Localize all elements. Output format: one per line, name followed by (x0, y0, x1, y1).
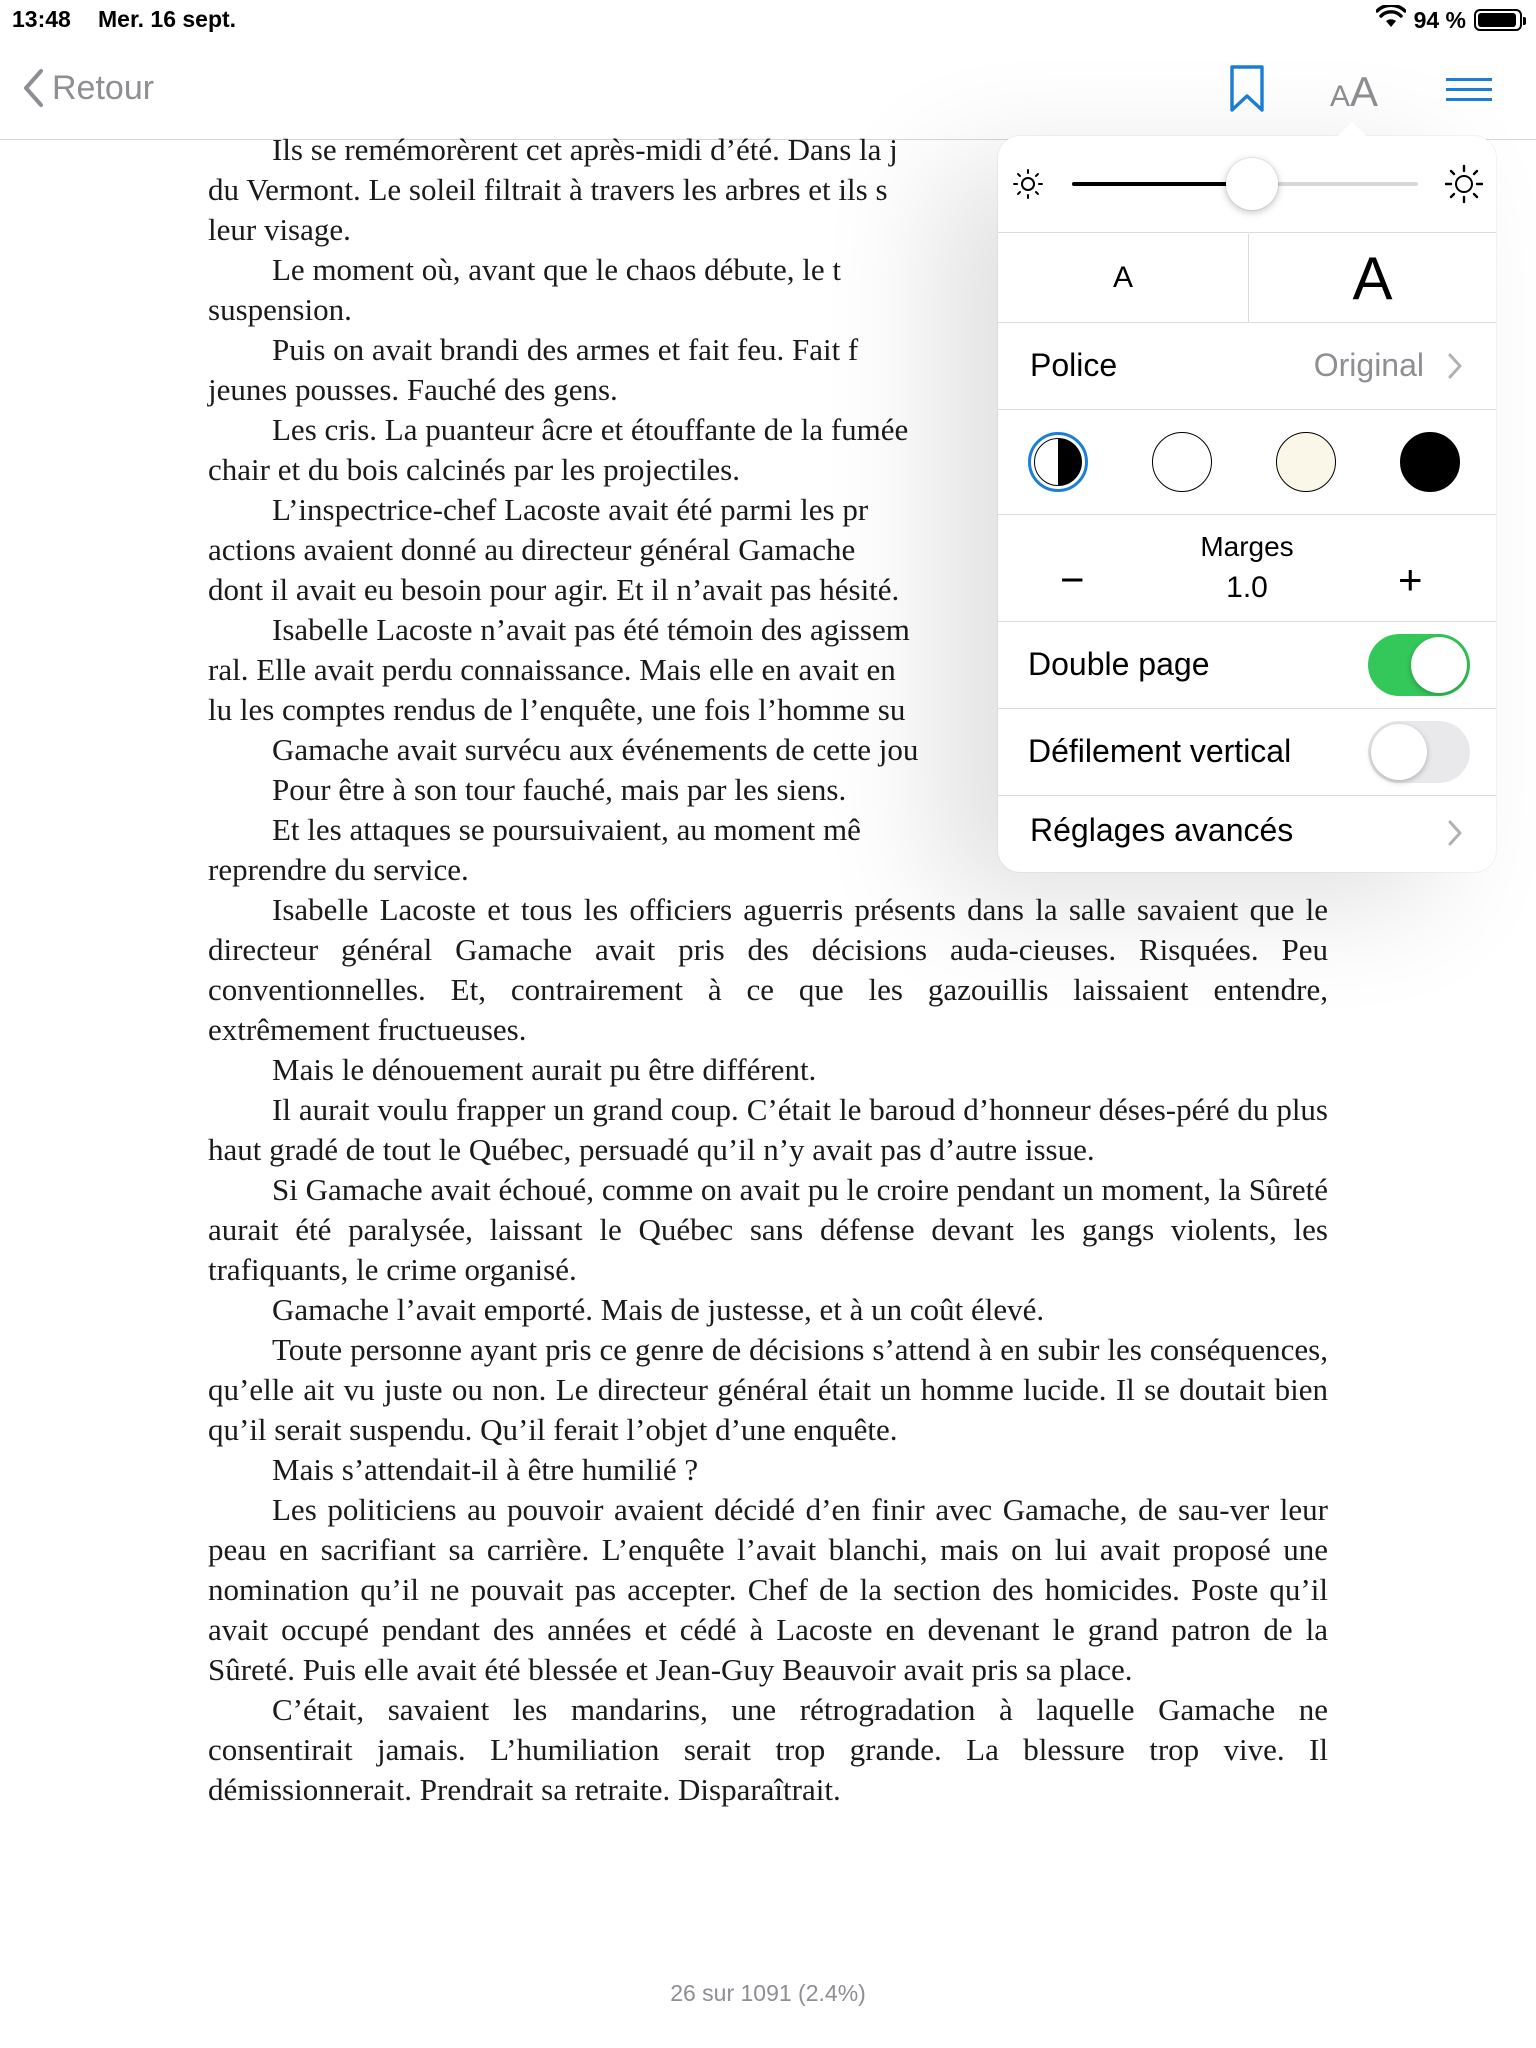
font-size-row (998, 234, 1496, 322)
white-theme-swatch[interactable] (1152, 432, 1212, 492)
status-right (1376, 4, 1522, 36)
text-paragraph: Mais s’attendait-il à être humilié ? (272, 1452, 699, 1487)
text-paragraph: Mais le dénouement aurait pu être différent. (272, 1052, 817, 1087)
brightness-slider[interactable] (1072, 182, 1418, 186)
brightness-slider-thumb[interactable] (1226, 158, 1278, 210)
chevron-right-icon (1448, 820, 1462, 851)
auto-theme-swatch[interactable] (1028, 432, 1088, 492)
font-value: Original (1313, 347, 1424, 383)
black-theme-swatch[interactable] (1400, 432, 1460, 492)
menu-icon[interactable] (1446, 78, 1492, 107)
double-page-toggle[interactable] (1368, 634, 1470, 696)
battery-percent: 94 % (1413, 6, 1466, 33)
text-paragraph: dont il avait eu besoin pour agir. Et il n’avait pas hésité. (208, 572, 900, 607)
text-paragraph: Pour être à son tour fauché, mais par les siens. (272, 772, 847, 807)
text-paragraph: Gamache avait survécu aux événements de cette jou (272, 732, 919, 767)
text-paragraph: C’était, savaient les mandarins, une rétrogradation à laquelle Gamache ne consentirait jamais. L’humiliation serait trop grande. La blessure trop vive. Il démissionnerait. Prendrait sa retraite. Disparaîtrait. (208, 1692, 1328, 1807)
page-progress: 26 sur 1091 (2.4%) (670, 1980, 866, 2006)
text-paragraph: Toute personne ayant pris ce genre de décisions s’attend à en subir les conséquences, qu’elle ait vu juste ou non. Le directeur général était un homme lucide. Il se doutait bien qu’il serait suspendu. Qu’il ferait l’objet d’une enquête. (208, 1332, 1328, 1447)
vertical-scroll-toggle[interactable] (1368, 721, 1470, 783)
reading-settings-popover (998, 136, 1496, 872)
text-paragraph: Le moment où, avant que le chaos débute, le t (272, 252, 842, 287)
text-paragraph: ral. Elle avait perdu connaissance. Mais elle en avait en (208, 652, 896, 687)
svg-text:A: A (1330, 80, 1351, 112)
text-paragraph: Isabelle Lacoste n’avait pas été témoin des agissem (272, 612, 910, 647)
text-paragraph: chair et du bois calcinés par les projectiles. (208, 452, 740, 487)
margins-value: 1.0 (1226, 571, 1268, 604)
increase-margins-button[interactable]: + (1398, 556, 1423, 603)
status-bar (0, 0, 1536, 40)
margins-row (998, 515, 1496, 621)
advanced-settings-label: Réglages avancés (1030, 812, 1294, 848)
vertical-scroll-label: Défilement vertical (1028, 733, 1292, 769)
svg-text:A: A (1350, 68, 1379, 112)
status-date: Mer. 16 sept. (98, 6, 237, 32)
text-paragraph: Ils se remémorèrent cet après-midi d’été. Dans la j (272, 132, 898, 167)
brightness-low-icon (1012, 168, 1044, 205)
text-paragraph: lu les comptes rendus de l’enquête, une fois l’homme su (208, 692, 906, 727)
battery-fill (1478, 13, 1516, 27)
chevron-left-icon (22, 68, 44, 108)
text-paragraph: Il aurait voulu frapper un grand coup. C’était le baroud d’honneur déses-péré du plus haut gradé de tout le Québec, persuadé qu’il n’y avait pas d’autre issue. (208, 1092, 1328, 1167)
text-paragraph: jeunes pousses. Fauché des gens. (208, 372, 618, 407)
brightness-slider-fill (1072, 182, 1252, 186)
decrease-font-button[interactable]: A (1112, 261, 1133, 294)
back-label: Retour (52, 68, 155, 107)
wifi-icon (1376, 5, 1406, 35)
text-paragraph: Isabelle Lacoste et tous les officiers aguerris présents dans la salle savaient que le directeur général Gamache avait pris des décisions auda-cieuses. Risquées. Peu conventionnelles. Et, contrairement à ce que les gazouillis laissaient entendre, extrêmement fructueuses. (208, 892, 1328, 1047)
margins-label: Marges (1200, 531, 1294, 562)
vertical-scroll-row (998, 709, 1496, 795)
sepia-theme-swatch[interactable] (1276, 432, 1336, 492)
double-page-row (998, 622, 1496, 708)
brightness-high-icon (1444, 164, 1484, 209)
toggle-knob (1411, 637, 1467, 693)
text-size-icon[interactable] (1328, 66, 1384, 117)
text-paragraph: Si Gamache avait échoué, comme on avait pu le croire pendant un moment, la Sûreté aurait été paralysée, laissant le Québec sans défense devant les gangs violents, les trafiquants, le crime organisé. (208, 1172, 1328, 1287)
text-paragraph: leur visage. (208, 212, 351, 247)
chevron-right-icon (1448, 353, 1462, 384)
advanced-settings-row[interactable] (998, 796, 1496, 872)
text-paragraph: Les cris. La puanteur âcre et étouffante de la fumée (272, 412, 909, 447)
toggle-knob (1371, 724, 1427, 780)
back-button[interactable] (22, 68, 154, 108)
text-paragraph: Puis on avait brandi des armes et fait feu. Fait f (272, 332, 859, 367)
bookmark-icon[interactable] (1228, 64, 1266, 119)
half-circle-icon (1034, 438, 1082, 486)
brightness-row (998, 136, 1496, 232)
battery-icon (1474, 9, 1522, 31)
text-paragraph: reprendre du service. (208, 852, 469, 887)
theme-row (998, 410, 1496, 514)
text-paragraph: Et les attaques se poursuivaient, au moment mê (272, 812, 861, 847)
text-paragraph: Les politiciens au pouvoir avaient décidé d’en finir avec Gamache, de sau-ver leur peau en sacrifiant sa carrière. L’enquête l’avait blanchi, mais on lui avait proposé une nomination qu’il ne pouvait pas accepter. Chef de la section des homicides. Poste qu’il avait occupé pendant des années et cédé à Lacoste en devenant le grand patron de la Sûreté. Puis elle avait été blessée et Jean-Guy Beauvoir avait pris sa place. (208, 1492, 1328, 1687)
text-paragraph: Gamache l’avait emporté. Mais de justesse, et à un coût élevé. (272, 1292, 1045, 1327)
text-paragraph: L’inspectrice-chef Lacoste avait été parmi les pr (272, 492, 869, 527)
increase-font-button[interactable]: A (1352, 244, 1393, 312)
text-paragraph: du Vermont. Le soleil filtrait à travers les arbres et ils s (208, 172, 888, 207)
font-label: Police (1030, 347, 1118, 383)
text-paragraph: suspension. (208, 292, 352, 327)
navigation-bar (0, 40, 1536, 140)
separator (998, 232, 1496, 233)
status-time: 13:48 (12, 6, 71, 32)
text-paragraph: actions avaient donné au directeur général Gamache (208, 532, 856, 567)
double-page-label: Double page (1028, 646, 1210, 682)
decrease-margins-button[interactable]: − (1060, 556, 1085, 603)
font-row[interactable] (998, 323, 1496, 409)
